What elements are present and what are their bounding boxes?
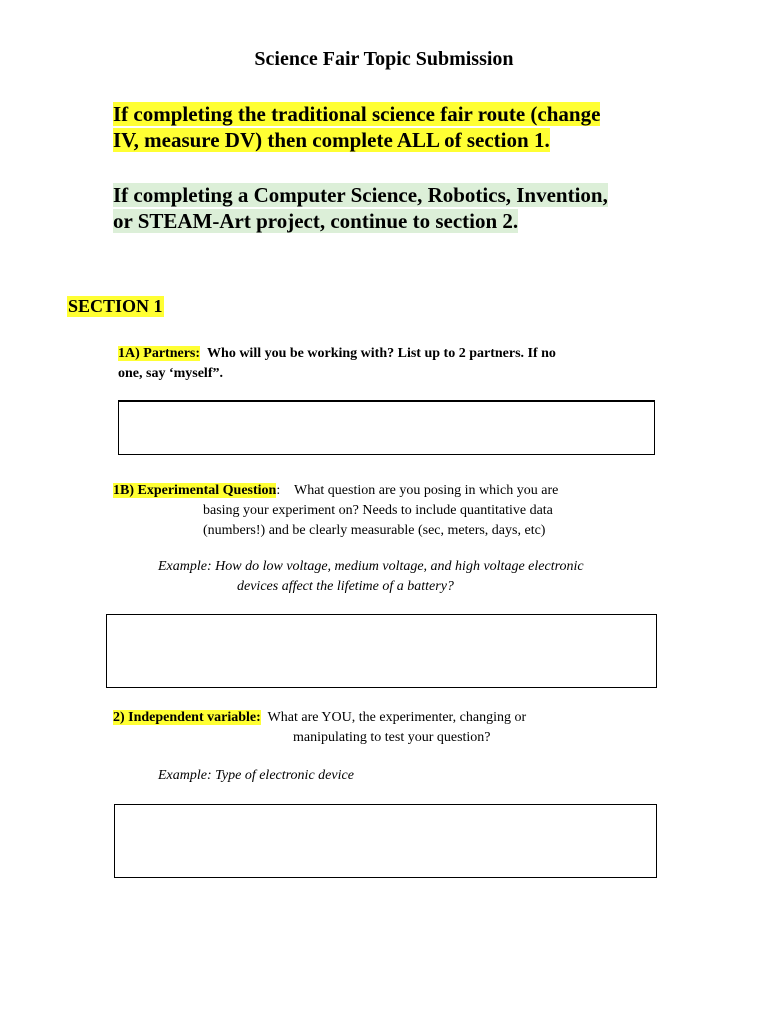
alternative-notice-line1: If completing a Computer Science, Robotics, Invention, <box>113 183 608 207</box>
example-line1: : How do low voltage, medium voltage, and high voltage electronic <box>206 559 584 574</box>
experimental-question-line3: (numbers!) and be clearly measurable (sec, meters, days, etc) <box>203 523 546 538</box>
experimental-question-colon: : <box>276 483 281 498</box>
independent-variable-line2: manipulating to test your question? <box>293 730 491 745</box>
traditional-notice-line1: If completing the traditional science fair route (change <box>113 102 601 126</box>
partners-label: 1A) Partners: <box>118 346 201 361</box>
traditional-route-notice <box>113 101 673 153</box>
partners-answer-box[interactable] <box>118 400 655 455</box>
independent-variable-example <box>158 766 698 786</box>
independent-variable-answer-box[interactable] <box>114 804 657 878</box>
example-prefix: Example <box>158 559 207 574</box>
experimental-question-label: 1B) Experimental Question <box>113 483 277 498</box>
experimental-question-line2: basing your experiment on? Needs to include quantitative data <box>203 503 553 518</box>
independent-variable-line1: What are YOU, the experimenter, changing or <box>267 710 527 725</box>
independent-example-prefix: Example <box>158 768 207 783</box>
independent-variable-label: 2) Independent variable: <box>113 710 261 725</box>
experimental-question-line1: What question are you posing in which you are <box>293 483 559 498</box>
experimental-question-example <box>158 557 718 597</box>
independent-variable-question <box>113 708 673 748</box>
independent-example-text: : Type of electronic device <box>206 768 354 783</box>
experimental-question <box>113 481 673 541</box>
page-title: Science Fair Topic Submission <box>254 48 514 70</box>
section-1-heading: SECTION 1 <box>68 296 163 316</box>
experimental-question-answer-box[interactable] <box>106 614 657 688</box>
partners-question <box>118 344 658 384</box>
alternative-notice-line2: or STEAM-Art project, continue to section 2. <box>113 209 519 233</box>
alternative-route-notice <box>113 182 673 234</box>
partners-prompt-line1: Who will you be working with? List up to 2 partners. If no <box>207 346 556 361</box>
example-line2: devices affect the lifetime of a battery? <box>237 579 454 594</box>
partners-prompt-line2: one, say ‘myself”. <box>118 366 223 381</box>
traditional-notice-line2: IV, measure DV) then complete ALL of section 1. <box>113 128 550 152</box>
